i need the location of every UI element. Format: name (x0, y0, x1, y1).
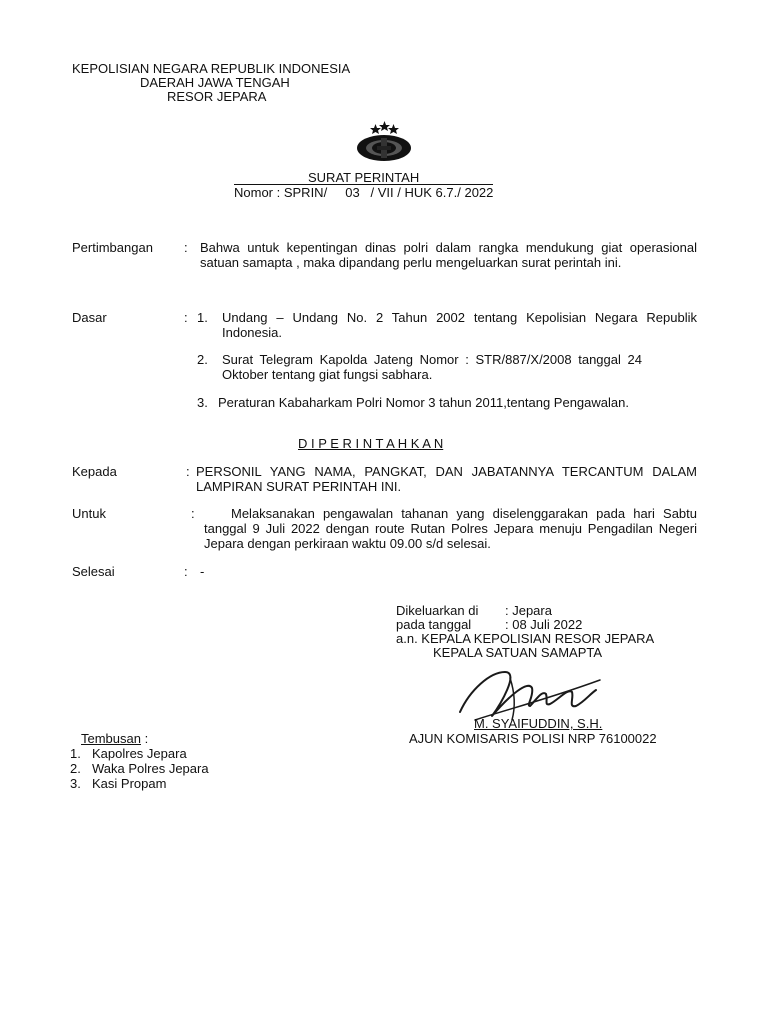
kepada-label: Kepada (72, 464, 117, 479)
doc-number: Nomor : SPRIN/ 03 / VII / HUK 6.7./ 2022 (234, 185, 494, 200)
signer-rank-nrp: AJUN KOMISARIS POLISI NRP 76100022 (409, 731, 657, 746)
untuk-colon: : (191, 506, 195, 521)
pertimbangan-text: Bahwa untuk kepentingan dinas polri dalam rangka mendukung giat operasional satuan samapta , maka dipandang perlu mengeluarkan surat perintah ini. (200, 240, 697, 270)
dasar-item-text: Surat Telegram Kapolda Jateng Nomor : STR/887/X/2008 tanggal 24 Oktober tentang giat fungsi sabhara. (222, 352, 642, 382)
issued-date-label: pada tanggal (396, 617, 472, 632)
untuk-label: Untuk (72, 506, 106, 521)
issued-place-label: Dikeluarkan di (396, 603, 479, 618)
tembusan-item-num: 3. (70, 776, 81, 791)
dasar-item-num: 3. (197, 395, 208, 410)
pertimbangan-label: Pertimbangan (72, 240, 153, 255)
tembusan-item-num: 1. (70, 746, 81, 761)
header-line-3: RESOR JEPARA (167, 89, 267, 104)
selesai-colon: : (184, 564, 188, 579)
dasar-item-text: Peraturan Kabaharkam Polri Nomor 3 tahun 2011,tentang Pengawalan. (218, 395, 629, 410)
selesai-value: - (200, 564, 205, 579)
dasar-item-text: Undang – Undang No. 2 Tahun 2002 tentang Kepolisian Negara Republik Indonesia. (222, 310, 697, 340)
dasar-item-num: 2. (197, 352, 208, 367)
unit-line: KEPALA SATUAN SAMAPTA (433, 645, 603, 660)
tembusan-item-text: Waka Polres Jepara (92, 761, 209, 776)
issued-date-value: : 08 Juli 2022 (505, 617, 583, 632)
selesai-label: Selesai (72, 564, 115, 579)
tembusan-label-wrap (81, 731, 148, 746)
kepada-text: PERSONIL YANG NAMA, PANGKAT, DAN JABATANNYA TERCANTUM DALAM LAMPIRAN SURAT PERINTAH INI. (196, 464, 697, 494)
pertimbangan-colon: : (184, 240, 188, 255)
tembusan-item-text: Kapolres Jepara (92, 746, 187, 761)
signer-name: M. SYAIFUDDIN, S.H. (474, 716, 603, 731)
doc-title: SURAT PERINTAH (308, 170, 420, 185)
header-line-2: DAERAH JAWA TENGAH (140, 75, 290, 90)
header-line-1: KEPOLISIAN NEGARA REPUBLIK INDONESIA (72, 61, 351, 76)
tembusan-label: Tembusan (81, 731, 141, 746)
issued-place-value: : Jepara (505, 603, 552, 618)
an-line: a.n. KEPALA KEPOLISIAN RESOR JEPARA (396, 631, 655, 646)
tembusan-item-num: 2. (70, 761, 81, 776)
dasar-colon: : (184, 310, 188, 325)
dasar-label: Dasar (72, 310, 107, 325)
untuk-text: Melaksanakan pengawalan tahanan yang diselenggarakan pada hari Sabtu tanggal 9 Juli 2022 dengan route Rutan Polres Jepara menuju Pengadilan Negeri Jepara dengan perkiraan waktu 09.00 s/d selesai. (204, 506, 697, 551)
kepada-colon: : (186, 464, 190, 479)
tembusan-item-text: Kasi Propam (92, 776, 167, 791)
dasar-item-num: 1. (197, 310, 208, 325)
police-emblem-icon (353, 120, 413, 164)
diperintahkan-heading: D I P E R I N T A H K A N (298, 436, 444, 451)
tembusan-colon: : (144, 731, 149, 746)
